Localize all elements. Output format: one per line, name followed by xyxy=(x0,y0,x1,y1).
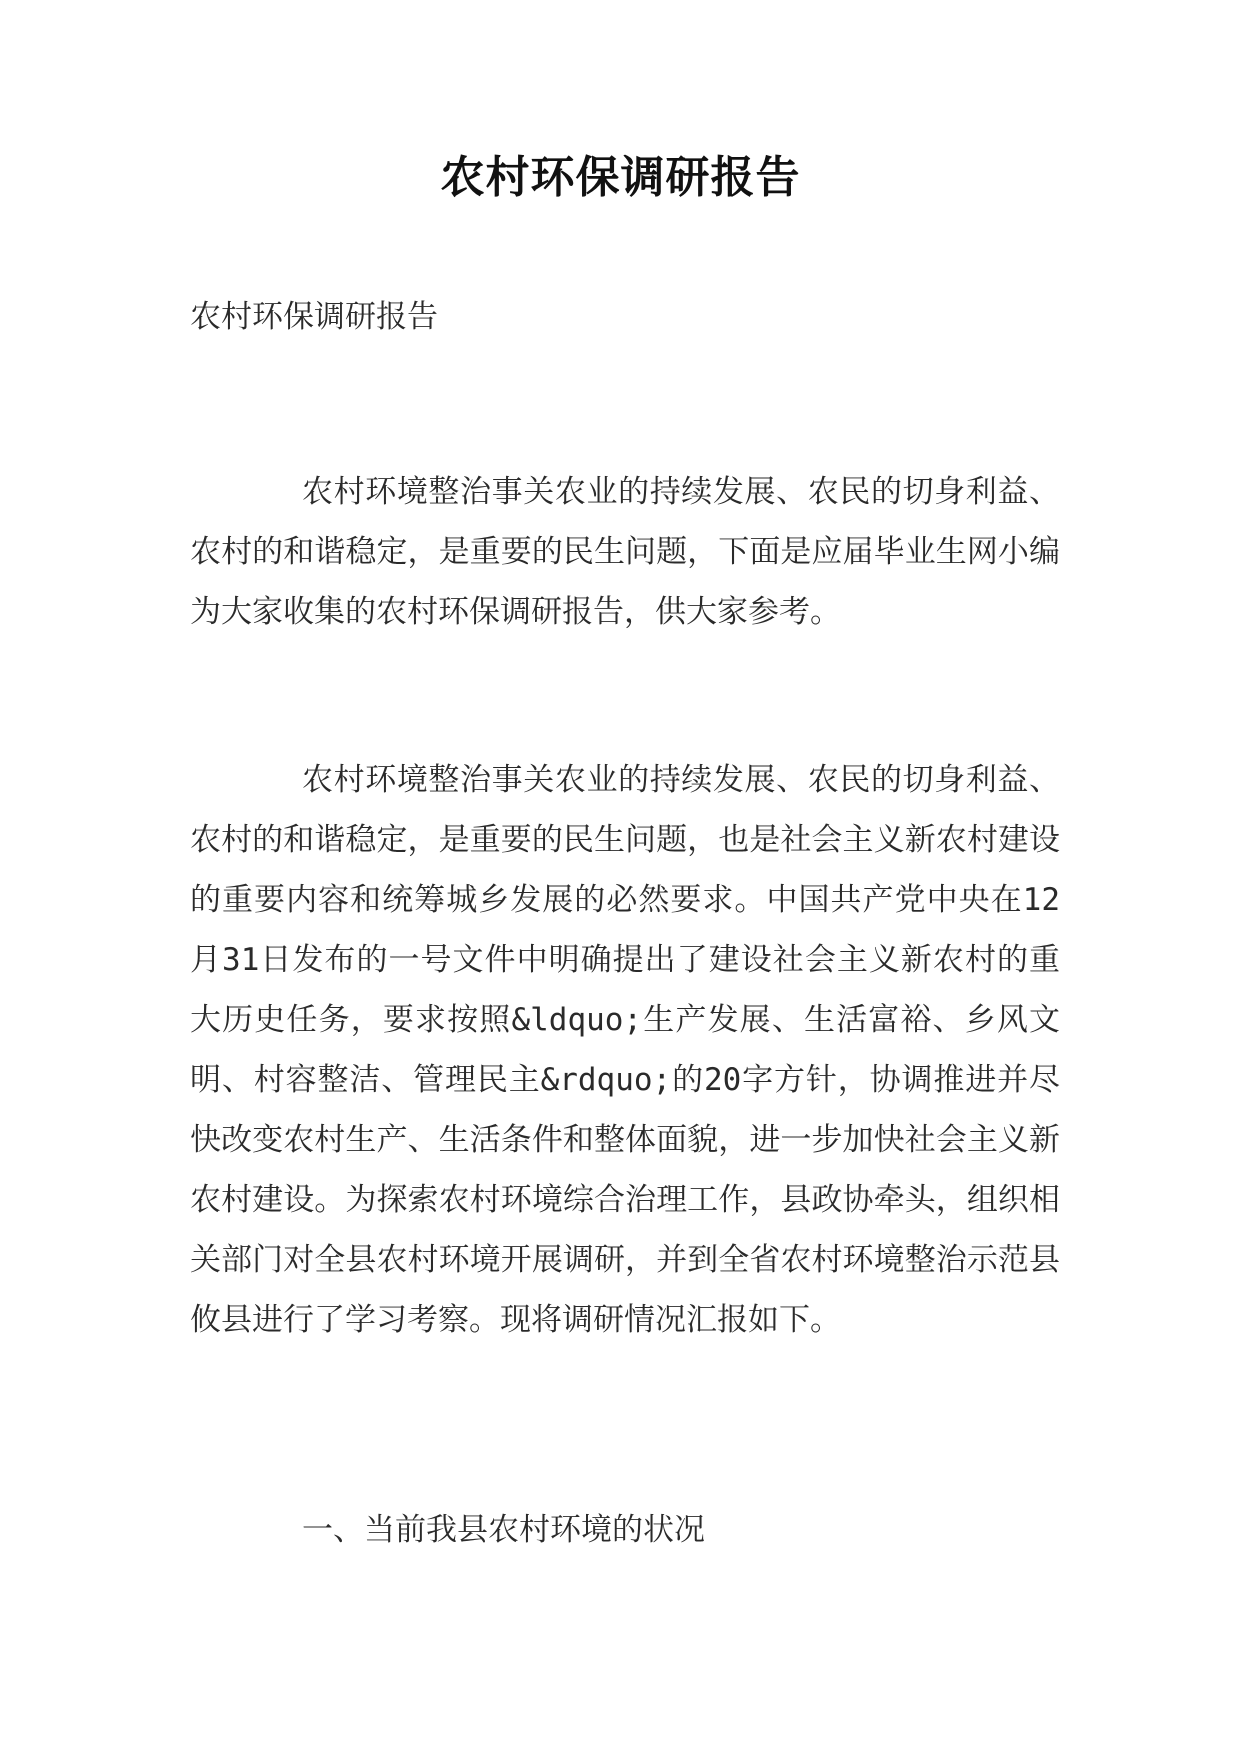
body-paragraph: 农村环境整治事关农业的持续发展、农民的切身利益、农村的和谐稳定，是重要的民生问题，也是社会主义新农村建设的重要内容和统筹城乡发展的必然要求。中国共产党中央在12月31日发布的一号文件中明确提出了建设社会主义新农村的重大历史任务，要求按照&ldquo;生产发展、生活富裕、乡风文明、村容整洁、管理民主&rdquo;的20字方针，协调推进并尽快改变农村生产、生活条件和整体面貌，进一步加快社会主义新农村建设。为探索农村环境综合治理工作，县政协牵头，组织相关部门对全县农村环境开展调研，并到全省农村环境整治示范县攸县进行了学习考察。现将调研情况汇报如下。 xyxy=(190,762,1060,1338)
intro-paragraph: 农村环境整治事关农业的持续发展、农民的切身利益、农村的和谐稳定，是重要的民生问题，下面是应届毕业生网小编为大家收集的农村环保调研报告，供大家参考。 xyxy=(190,474,1060,630)
section-heading: 一、当前我县农村环境的状况 xyxy=(302,1512,705,1548)
document-subtitle: 农村环保调研报告 xyxy=(190,299,438,335)
document-title: 农村环保调研报告 xyxy=(440,152,801,203)
